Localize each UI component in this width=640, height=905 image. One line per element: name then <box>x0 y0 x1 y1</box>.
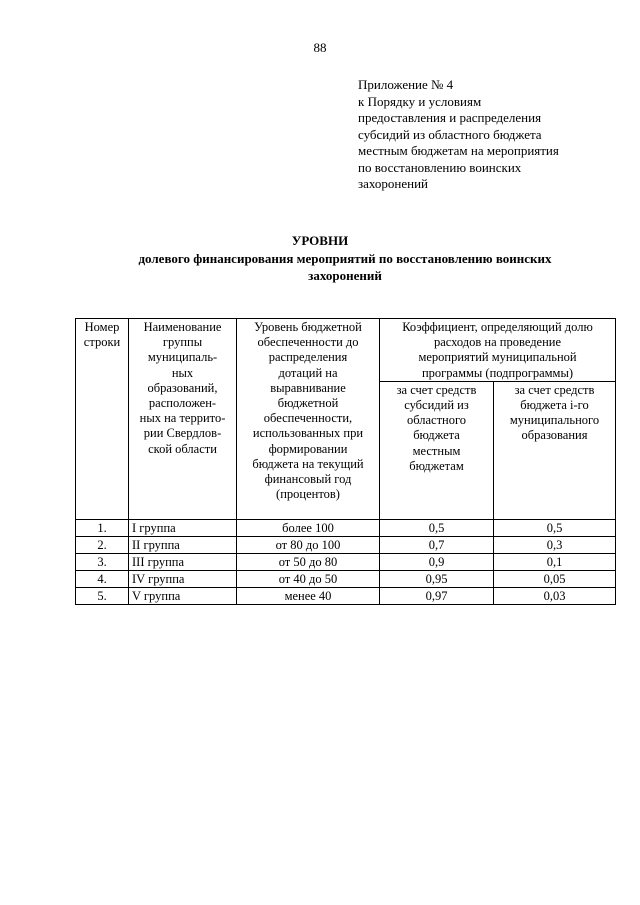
table-row <box>76 587 616 604</box>
header-line: расходов на проведение <box>433 335 562 350</box>
header-line: ской области <box>148 441 217 456</box>
document-subtitle <box>95 251 595 284</box>
header-line: обеспеченности, <box>263 411 353 426</box>
appendix-line: захоронений <box>358 176 429 191</box>
group-cell: III группа <box>129 553 237 570</box>
header-provision-level <box>237 319 380 520</box>
header-line: финансовый год <box>264 472 352 487</box>
header-coefficient <box>380 319 616 382</box>
header-line: Номер <box>84 320 120 334</box>
municipal-coefficient-cell: 0,3 <box>494 536 616 553</box>
header-line: бюджета на текущий <box>252 456 364 471</box>
header-regional-subsidy <box>380 381 494 519</box>
level-cell: от 80 до 100 <box>237 536 380 553</box>
table-row <box>76 536 616 553</box>
header-line: группы <box>162 335 203 350</box>
group-cell: V группа <box>129 587 237 604</box>
municipal-coefficient-cell: 0,03 <box>494 587 616 604</box>
header-line: образования <box>521 428 588 443</box>
table-row <box>76 553 616 570</box>
row-number-cell: 1. <box>76 519 129 536</box>
header-line: рии Свердлов- <box>143 426 222 441</box>
level-cell: менее 40 <box>237 587 380 604</box>
group-cell: I группа <box>129 519 237 536</box>
level-cell: от 40 до 50 <box>237 570 380 587</box>
header-row-number <box>76 319 129 520</box>
page-number: 88 <box>313 40 327 55</box>
header-line: формировании <box>268 441 348 456</box>
header-line: Наименование <box>143 320 222 334</box>
row-number-cell: 4. <box>76 570 129 587</box>
header-line: распределения <box>268 350 348 365</box>
table-body <box>76 519 616 604</box>
appendix-line: к Порядку и условиям <box>358 93 482 109</box>
header-line: расположен- <box>148 396 217 411</box>
level-cell: от 50 до 80 <box>237 553 380 570</box>
municipal-coefficient-cell: 0,1 <box>494 553 616 570</box>
header-line: (процентов) <box>276 487 340 502</box>
financing-levels-table <box>75 318 616 605</box>
header-line: дотаций на <box>278 365 338 380</box>
row-number-cell: 2. <box>76 536 129 553</box>
regional-coefficient-cell: 0,97 <box>380 587 494 604</box>
header-line: субсидий из <box>404 398 469 413</box>
regional-coefficient-cell: 0,7 <box>380 536 494 553</box>
header-line: программы (подпрограммы) <box>421 365 574 380</box>
header-line: бюджетам <box>409 458 464 473</box>
header-line: бюджетной <box>277 396 339 411</box>
header-line: за счет средств <box>514 382 595 397</box>
table-row <box>76 570 616 587</box>
table-row <box>76 519 616 536</box>
header-group-name <box>129 319 237 520</box>
appendix-line: по восстановлению воинских <box>358 159 522 175</box>
header-line: бюджета i-го <box>520 398 589 413</box>
row-number-cell: 3. <box>76 553 129 570</box>
document-title: УРОВНИ <box>291 233 349 248</box>
header-line: муниципального <box>509 413 600 428</box>
header-line: Коэффициент, определяющий долю <box>402 320 593 334</box>
header-line: за счет средств <box>396 382 477 397</box>
appendix-reference <box>358 77 618 193</box>
header-municipal-budget <box>494 381 616 519</box>
header-line: Уровень бюджетной <box>254 320 362 334</box>
header-line: использованных при <box>252 426 364 441</box>
appendix-line: Приложение № 4 <box>358 77 454 92</box>
header-line: образований, <box>147 380 218 395</box>
appendix-line: субсидий из областного бюджета <box>358 126 542 142</box>
appendix-line: предоставления и распределения <box>358 110 542 125</box>
regional-coefficient-cell: 0,95 <box>380 570 494 587</box>
header-line: областного <box>406 413 467 428</box>
group-cell: IV группа <box>129 570 237 587</box>
header-line: местным <box>412 443 461 458</box>
municipal-coefficient-cell: 0,5 <box>494 519 616 536</box>
regional-coefficient-cell: 0,5 <box>380 519 494 536</box>
header-line: выравнивание <box>270 380 346 395</box>
appendix-line: местным бюджетам на мероприятия <box>358 143 559 158</box>
header-line: строки <box>83 335 121 350</box>
header-line: ных <box>171 365 194 380</box>
municipal-coefficient-cell: 0,05 <box>494 570 616 587</box>
header-line: мероприятий муниципальной <box>418 350 577 365</box>
subtitle-line: захоронений <box>308 267 382 283</box>
row-number-cell: 5. <box>76 587 129 604</box>
subtitle-line: долевого финансирования мероприятий по восстановлению воинских <box>138 251 552 266</box>
regional-coefficient-cell: 0,9 <box>380 553 494 570</box>
header-line: муниципаль- <box>147 350 218 365</box>
header-line: ных на террито- <box>139 411 226 426</box>
header-line: обеспеченности до <box>257 335 359 350</box>
group-cell: II группа <box>129 536 237 553</box>
header-line: бюджета <box>413 428 460 443</box>
level-cell: более 100 <box>237 519 380 536</box>
header-row <box>76 319 616 382</box>
